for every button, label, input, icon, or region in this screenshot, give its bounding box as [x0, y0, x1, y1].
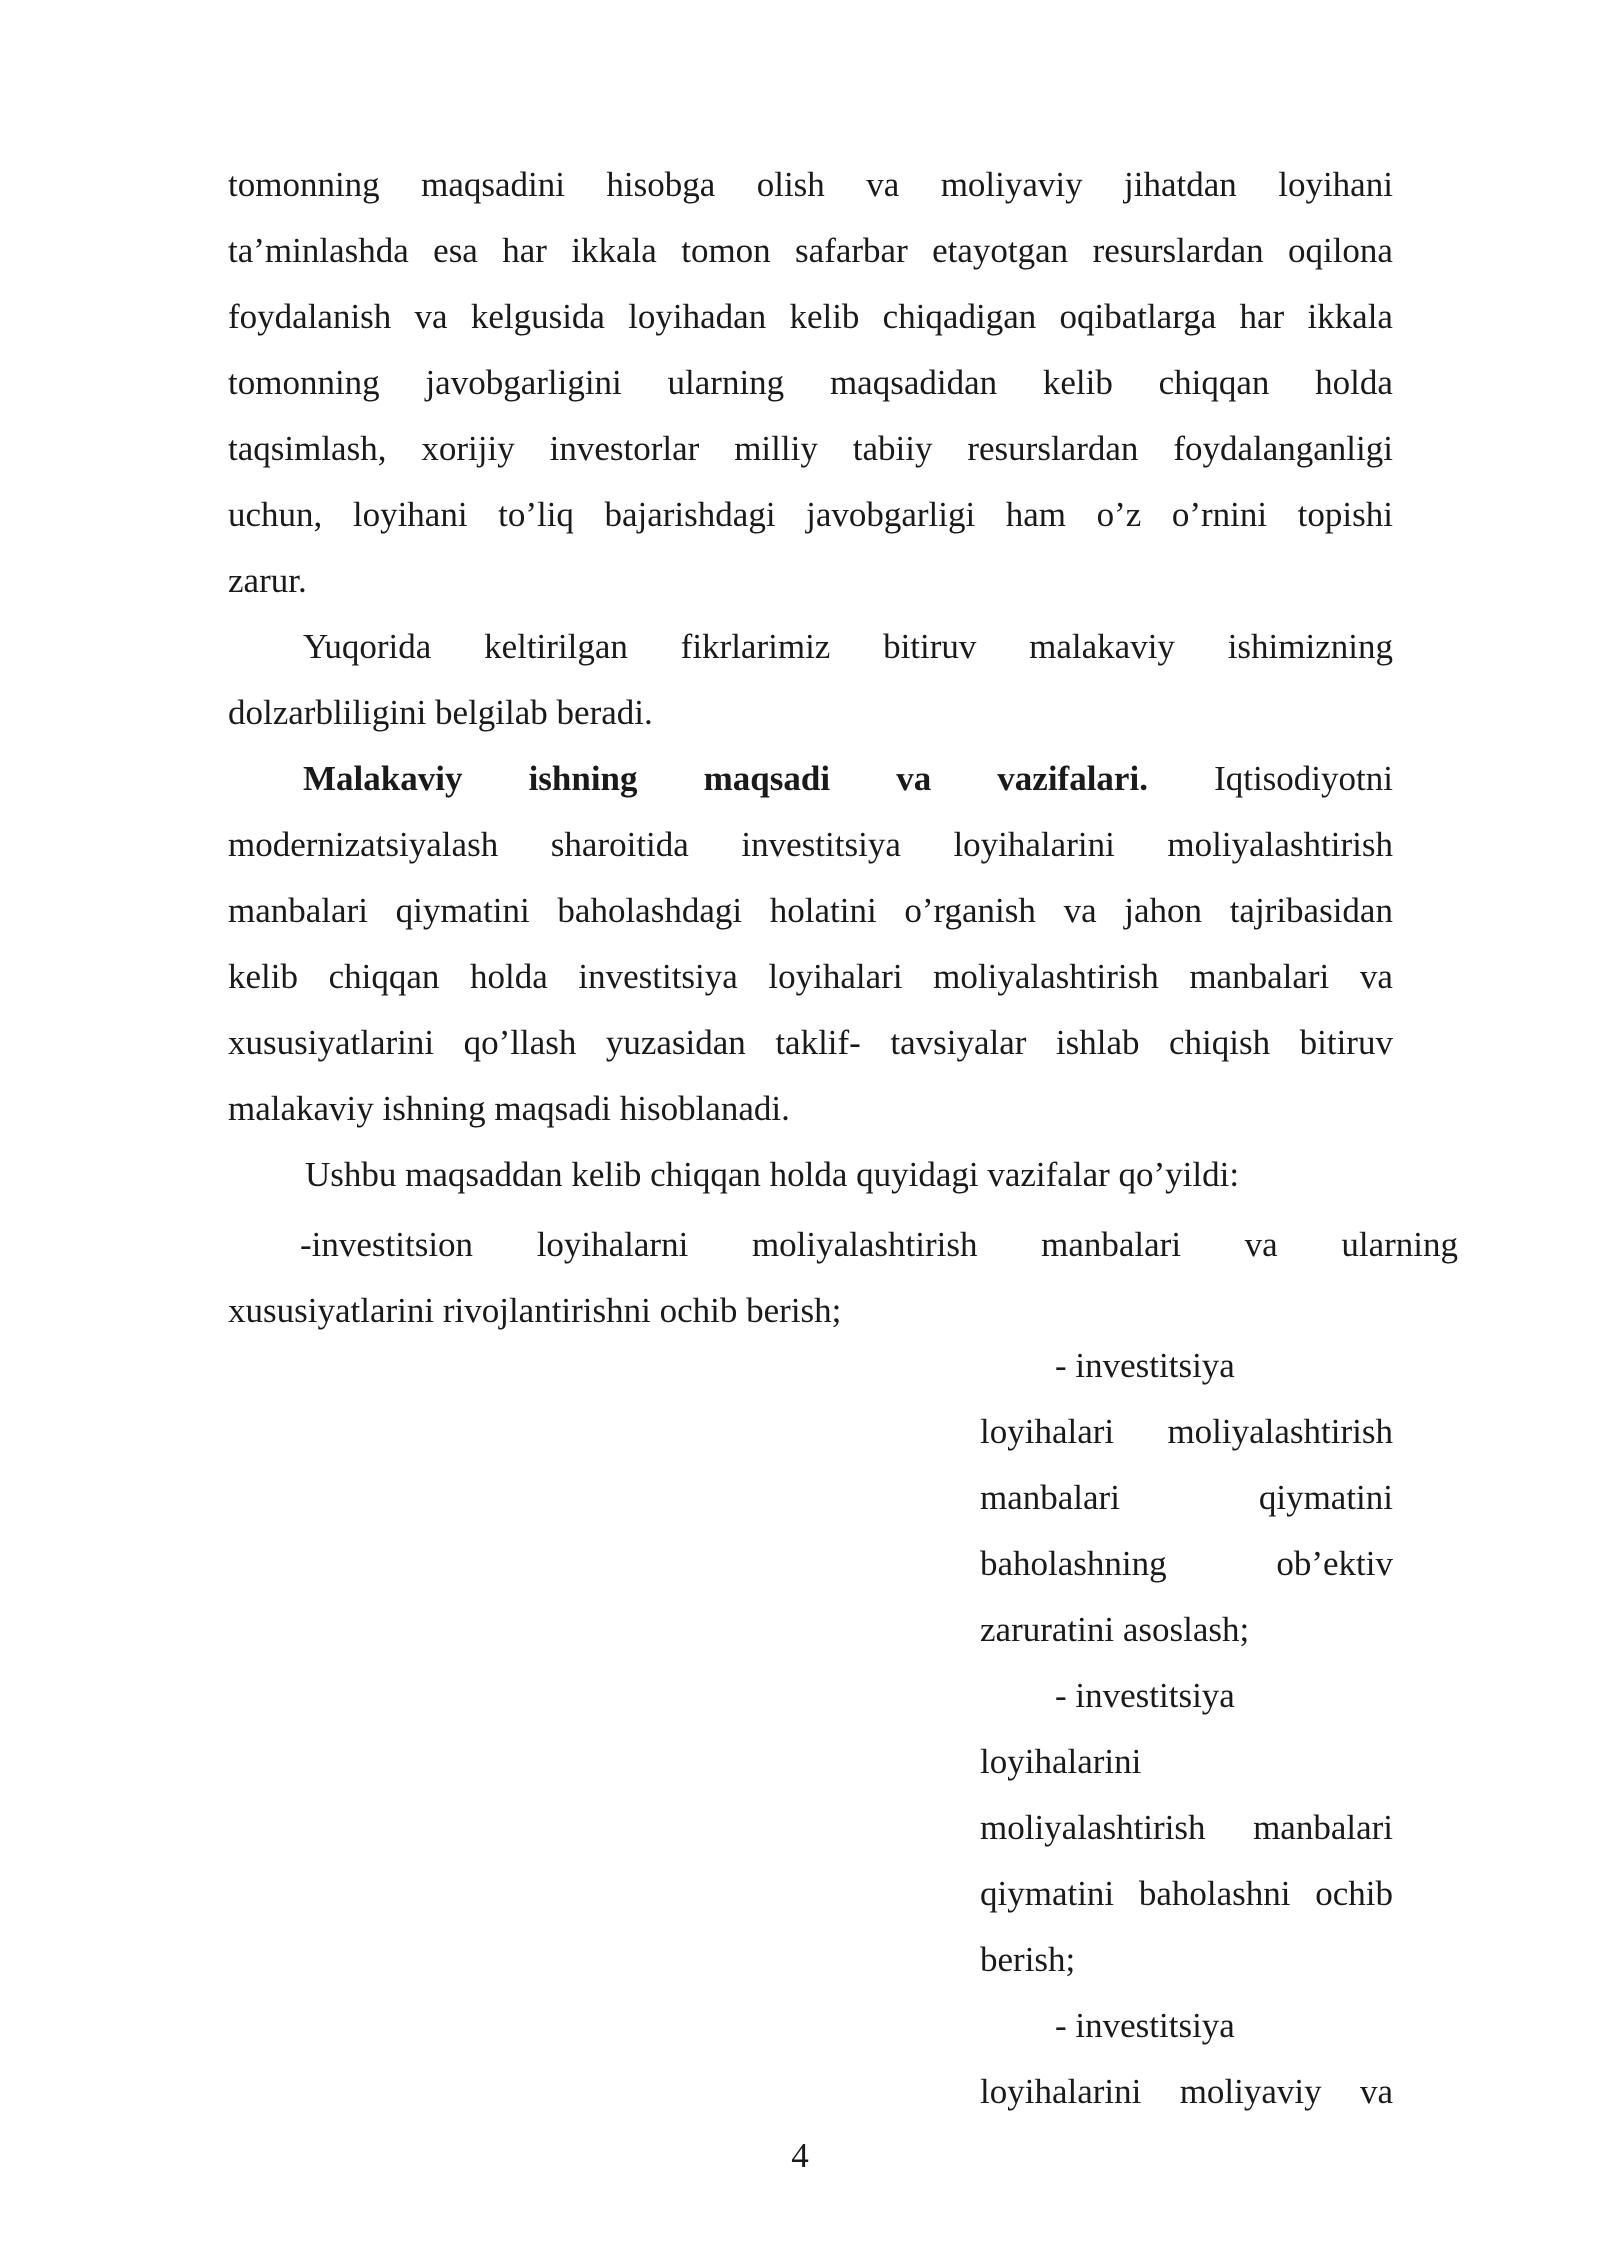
task-item-3 [980, 1663, 1393, 1993]
text-word: va [1063, 891, 1097, 930]
text-word: qiymatini [980, 1874, 1115, 1913]
text-word: loyihalari [980, 1412, 1115, 1451]
text-word: qiymatini [1258, 1478, 1393, 1517]
text-word: etayotgan [932, 231, 1069, 270]
text-line [228, 1212, 1458, 1278]
text-word: investitsiya [741, 825, 901, 864]
text-word: taklif- [775, 1023, 861, 1062]
text-word: foydalanish [228, 297, 392, 336]
text-word: oqibatlarga [1059, 297, 1217, 336]
text-line [228, 284, 1393, 350]
text-word: foydalanganligi [1173, 429, 1393, 468]
text-line [228, 350, 1393, 416]
text-word: javobgarligini [425, 363, 622, 402]
task-item-2 [980, 1333, 1393, 1663]
text-line [228, 746, 1393, 812]
text-word: baholashni [1138, 1874, 1291, 1913]
section-heading-word: Malakaviy [303, 759, 463, 798]
text-word: investorlar [549, 429, 700, 468]
section-heading-word: ishning [528, 759, 638, 798]
section-heading-word: vazifalari. [997, 759, 1148, 798]
text-word: baholashdagi [557, 891, 743, 930]
paragraph-4: Ushbu maqsaddan kelib chiqqan holda quyidagi vazifalar qo’yildi: [305, 1155, 1240, 1194]
text-word: qo’llash [463, 1023, 577, 1062]
text-word: bitiruv [1299, 1023, 1393, 1062]
list-dash-line: - investitsiya [1055, 1676, 1235, 1715]
text-line [980, 1399, 1393, 1465]
text-word: ta’minlashda [228, 231, 409, 270]
text-line [980, 2059, 1393, 2125]
text-word: moliyaviy [1179, 2072, 1322, 2111]
text-word: manbalari [1041, 1225, 1182, 1264]
task-item-1 [228, 1212, 1458, 1344]
text-word: sharoitida [550, 825, 689, 864]
text-word: tomon [681, 231, 771, 270]
text-word: jahon [1124, 891, 1203, 930]
text-line [980, 1795, 1393, 1861]
text-word: hisobga [606, 165, 716, 204]
text-word: moliyalashtirish [1167, 825, 1393, 864]
text-line [228, 878, 1393, 944]
text-word: -investitsion [300, 1225, 474, 1264]
list-dash-line: - investitsiya [1055, 2006, 1235, 2045]
text-word: ishlab [1055, 1023, 1140, 1062]
text-line: malakaviy ishning maqsadi hisoblanadi. [228, 1089, 790, 1128]
text-word: kelib [789, 297, 860, 336]
text-line [228, 416, 1393, 482]
text-word: loyihadan [628, 297, 767, 336]
text-word: moliyalashtirish [1167, 1412, 1393, 1451]
text-word: moliyalashtirish [933, 957, 1159, 996]
text-word: jihatdan [1124, 165, 1237, 204]
paragraph-3 [228, 746, 1393, 1142]
text-word: ham [1005, 495, 1067, 534]
text-word: manbalari [228, 891, 368, 930]
text-word: chiqqan [1158, 363, 1270, 402]
text-word: uchun, [228, 495, 323, 534]
text-word: Iqtisodiyotni [1214, 759, 1393, 798]
text-word: o’z [1096, 495, 1142, 534]
text-word: baholashning [980, 1544, 1167, 1583]
text-line [980, 1531, 1393, 1597]
text-word: qiymatini [395, 891, 530, 930]
text-word: loyihani [352, 495, 468, 534]
task-item-4 [980, 1993, 1393, 2125]
text-word: har [1239, 297, 1285, 336]
text-word: loyihalari [768, 957, 903, 996]
paragraph-1 [228, 152, 1393, 614]
text-word: holda [470, 957, 548, 996]
text-line [228, 218, 1393, 284]
text-word: va [414, 297, 448, 336]
text-word: ochib [1315, 1874, 1393, 1913]
text-line: zaruratini asoslash; [980, 1610, 1250, 1649]
text-word: holatini [769, 891, 877, 930]
text-word: yuzasidan [605, 1023, 746, 1062]
text-word: ikkala [571, 231, 657, 270]
text-word: manbalari [1253, 1808, 1393, 1847]
text-word: kelib [1042, 363, 1113, 402]
text-word: va [1359, 957, 1393, 996]
text-word: tomonning [228, 165, 380, 204]
text-line: berish; [980, 1940, 1076, 1979]
text-word: javobgarligi [806, 495, 976, 534]
text-word: kelgusida [470, 297, 605, 336]
page-number: 4 [791, 2136, 809, 2175]
text-line: dolzarbliligini belgilab beradi. [228, 693, 653, 732]
text-word: loyihalarini [953, 825, 1115, 864]
text-word: keltirilgan [484, 627, 628, 666]
text-word: holda [1315, 363, 1393, 402]
text-word: moliyaviy [940, 165, 1083, 204]
text-word: chiqqan [328, 957, 440, 996]
text-line: xususiyatlarini rivojlantirishni ochib berish; [228, 1291, 842, 1330]
text-word: o’rnini [1171, 495, 1268, 534]
text-word: esa [433, 231, 478, 270]
text-word: chiqadigan [882, 297, 1037, 336]
text-word: loyihalarni [536, 1225, 689, 1264]
text-word: tabiiy [852, 429, 933, 468]
text-word: resurslardan [1092, 231, 1264, 270]
text-word: xorijiy [421, 429, 515, 468]
text-word: milliy [734, 429, 818, 468]
text-line [980, 1465, 1393, 1531]
paragraph-2 [228, 614, 1393, 746]
text-word: tomonning [228, 363, 380, 402]
text-word: ikkala [1307, 297, 1393, 336]
text-word: har [502, 231, 547, 270]
text-line [228, 482, 1393, 548]
text-line: zarur. [228, 561, 307, 600]
text-word: va [1244, 1225, 1278, 1264]
text-word: maqsadini [421, 165, 565, 204]
section-heading-word: va [896, 759, 932, 798]
text-word: malakaviy [1029, 627, 1175, 666]
body-text [228, 152, 1458, 1344]
text-word: moliyalashtirish [980, 1808, 1206, 1847]
text-word: xususiyatlarini [228, 1023, 435, 1062]
text-word: kelib [228, 957, 298, 996]
text-word: modernizatsiyalash [228, 825, 499, 864]
text-word: moliyalashtirish [751, 1225, 978, 1264]
text-word: bitiruv [883, 627, 977, 666]
text-word: manbalari [980, 1478, 1120, 1517]
text-word: ularning [667, 363, 785, 402]
text-word: va [1359, 2072, 1393, 2111]
text-word: taqsimlash, [228, 429, 387, 468]
text-word: investitsiya [578, 957, 738, 996]
text-word: safarbar [795, 231, 908, 270]
text-word: bajarishdagi [604, 495, 776, 534]
text-word: Yuqorida [303, 627, 432, 666]
text-word: manbalari [1189, 957, 1330, 996]
text-line [228, 614, 1393, 680]
text-word: maqsadidan [829, 363, 998, 402]
text-word: tavsiyalar [890, 1023, 1027, 1062]
text-word: topishi [1297, 495, 1393, 534]
text-word: loyihani [1278, 165, 1393, 204]
text-line [228, 944, 1393, 1010]
text-line [980, 1861, 1393, 1927]
text-word: oqilona [1287, 231, 1393, 270]
text-line: loyihalarini [980, 1742, 1142, 1781]
text-word: ularning [1341, 1225, 1458, 1264]
text-word: resurslardan [967, 429, 1139, 468]
text-word: fikrlarimiz [680, 627, 831, 666]
text-word: o’rganish [904, 891, 1036, 930]
text-line [228, 152, 1393, 218]
text-word: ob’ektiv [1276, 1544, 1393, 1583]
list-dash-line: - investitsiya [1055, 1346, 1235, 1385]
text-word: va [866, 165, 900, 204]
section-heading-word: maqsadi [703, 759, 831, 798]
text-word: tajribasidan [1229, 891, 1393, 930]
text-word: olish [756, 165, 825, 204]
text-word: ishimizning [1227, 627, 1393, 666]
text-word: chiqish [1169, 1023, 1271, 1062]
text-word: to’liq [498, 495, 574, 534]
text-line [228, 1010, 1393, 1076]
text-word: loyihalarini [980, 2072, 1142, 2111]
text-line [228, 812, 1393, 878]
